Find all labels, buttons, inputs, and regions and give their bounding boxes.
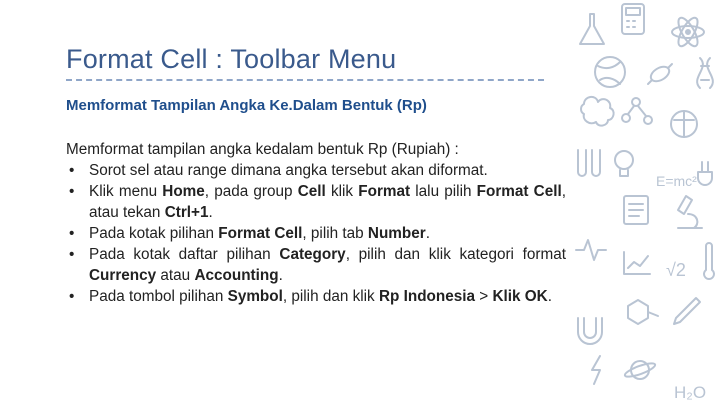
bullet-emphasis: Category — [279, 246, 346, 263]
bullet-text: Klik menu — [89, 183, 163, 200]
bullet-item — [66, 223, 566, 244]
bullet-marker: • — [69, 225, 75, 242]
bullet-text: , atau tekan — [89, 183, 566, 221]
bullet-text: > — [475, 288, 493, 305]
bullet-text: , pilih dan klik kategori format — [345, 246, 566, 263]
bullet-text: klik — [325, 183, 359, 200]
bullet-emphasis: Home — [162, 183, 205, 200]
bullet-emphasis: Format Cell — [218, 225, 303, 242]
atom-icon — [672, 15, 704, 49]
dna-icon — [697, 58, 713, 88]
bullet-item — [66, 244, 566, 286]
bullet-text: Pada kotak daftar pilihan — [89, 246, 280, 263]
bullet-emphasis: Cell — [297, 183, 326, 200]
heartbeat-icon — [576, 240, 606, 260]
bullet-list — [66, 160, 566, 307]
bullet-emphasis: Number — [367, 225, 426, 242]
bullet-emphasis: Symbol — [227, 288, 283, 305]
brain-icon — [581, 97, 614, 126]
bullet-text: . — [547, 288, 552, 305]
flask-icon — [580, 14, 604, 44]
globe-icon — [595, 57, 625, 87]
bullet-emphasis: Format — [358, 183, 411, 200]
bullet-emphasis: Accounting — [194, 267, 279, 284]
pencil-icon — [674, 298, 700, 324]
title-divider — [66, 79, 544, 81]
water-formula-label: H₂O — [674, 383, 707, 402]
lightning-icon — [592, 356, 600, 384]
bullet-text: Pada tombol pilihan — [89, 288, 228, 305]
document-icon — [624, 196, 648, 224]
slide-subtitle: Memformat Tampilan Angka Ke.Dalam Bentuk (Rp) — [66, 97, 427, 114]
bullet-text: Pada kotak pilihan — [89, 225, 219, 242]
bullet-text: Sorot sel atau range dimana angka tersebut akan diformat. — [89, 162, 488, 179]
energy-formula-label: E=mc² — [656, 173, 697, 189]
microbe-icon — [648, 64, 672, 84]
bullet-text: lalu pilih — [410, 183, 477, 200]
bullet-emphasis: Ctrl+1 — [164, 204, 209, 221]
planet-icon — [624, 361, 657, 379]
bullet-item — [66, 181, 566, 223]
hexagon-molecule-icon — [628, 300, 658, 324]
bullet-marker: • — [69, 288, 75, 305]
bullet-marker: • — [69, 246, 75, 263]
thermometer-icon — [704, 243, 714, 279]
bullet-text: , pilih tab — [302, 225, 368, 242]
slide-title: Format Cell : Toolbar Menu — [66, 44, 397, 74]
molecule-icon — [622, 98, 652, 124]
bullet-text: , pada group — [204, 183, 298, 200]
bullet-emphasis: Currency — [89, 267, 157, 284]
test-tubes-icon — [578, 150, 600, 176]
bullet-text: . — [425, 225, 430, 242]
bullet-text: . — [208, 204, 213, 221]
sqrt-label: √2 — [666, 260, 686, 280]
bullet-item — [66, 160, 566, 181]
magnet-icon — [578, 318, 602, 344]
bullet-marker: • — [69, 183, 75, 200]
bullet-emphasis: Klik OK — [492, 288, 548, 305]
slide-body — [66, 139, 566, 307]
bullet-text: . — [278, 267, 283, 284]
world-magnifier-icon — [671, 111, 697, 137]
lightbulb-icon — [615, 151, 633, 176]
science-doodle-pattern — [570, 0, 720, 405]
calculator-icon — [622, 4, 644, 34]
bullet-emphasis: Format Cell — [476, 183, 562, 200]
bullet-text: , pilih dan klik — [282, 288, 379, 305]
graph-icon — [624, 252, 650, 274]
microscope-icon — [678, 196, 702, 228]
bullet-marker: • — [69, 162, 75, 179]
plug-icon — [698, 162, 712, 185]
bullet-emphasis: Rp Indonesia — [378, 288, 475, 305]
intro-text: Memformat tampilan angka kedalam bentuk Rp (Rupiah) : — [66, 141, 459, 158]
bullet-item — [66, 286, 566, 307]
bullet-text: atau — [156, 267, 195, 284]
